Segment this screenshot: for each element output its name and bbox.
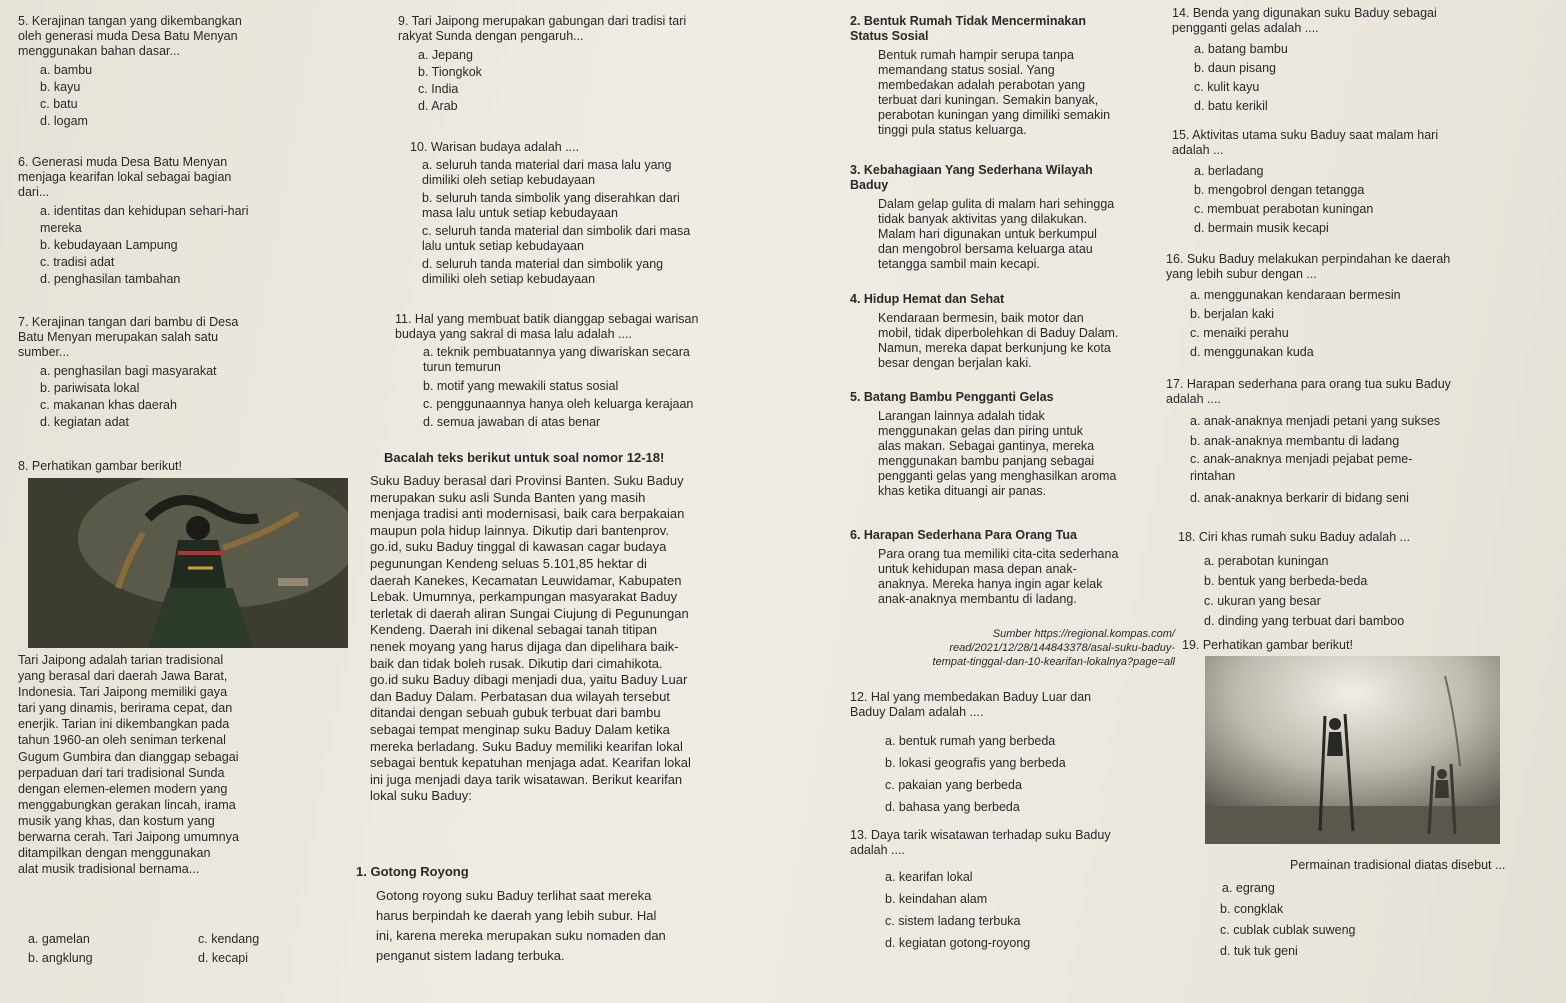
option[interactable]: d. semua jawaban di atas benar bbox=[423, 415, 601, 429]
question-15-stem: 15. Aktivitas utama suku Baduy saat malam hari adalah ... bbox=[1172, 128, 1439, 157]
option[interactable]: c. India bbox=[418, 82, 459, 96]
option[interactable]: a. teknik pembuatannya yang diwariskan secara turun temurun bbox=[423, 345, 690, 374]
question-9-stem: 9. Tari Jaipong merupakan gabungan dari tradisi tari rakyat Sunda dengan pengaruh... bbox=[398, 14, 687, 43]
question-12-stem: 12. Hal yang membedakan Baduy Luar dan Baduy Dalam adalah .... bbox=[850, 690, 1092, 719]
option[interactable]: b. anak-anaknya membantu di ladang bbox=[1190, 434, 1400, 448]
option[interactable]: a. bambu bbox=[40, 63, 93, 77]
option[interactable]: c. tradisi adat bbox=[40, 255, 115, 269]
source-citation: Sumber https://regional.kompas.com/ read/2021/12/28/144843378/asal-suku-baduy- tempat-tinggal-dan-10-kearifan-lokalnya?page=all bbox=[932, 628, 1175, 668]
option[interactable]: a. identitas dan kehidupan sehari-hari mereka bbox=[40, 204, 249, 235]
option[interactable]: d. kegiatan gotong-royong bbox=[885, 936, 1031, 950]
option[interactable]: c. seluruh tanda material dan simbolik dari masa lalu untuk setiap kebudayaan bbox=[422, 224, 691, 253]
section-text: Para orang tua memiliki cita-cita sederhana untuk kehidupan masa depan anak- anaknya. Mereka hanya ingin agar kelak anak-anaknya membantu di ladang. bbox=[878, 547, 1119, 606]
question-12 bbox=[850, 690, 1170, 818]
section-hidup-hemat bbox=[850, 292, 1170, 371]
question-19-caption: Permainan tradisional diatas disebut ... bbox=[1290, 858, 1506, 872]
question-14 bbox=[1172, 6, 1562, 116]
jaipong-description: Tari Jaipong adalah tarian tradisional yang berasal dari daerah Jawa Barat, Indonesia. Tari Jaipong memiliki gaya tari yang dinamis, berirama cepat, dan enerjik. Tarian ini dikembangkan pada tahun 1960-an oleh seniman terkenal Gugum Gumbira dan dianggap sebagai perpaduan dari tari tradisional Sunda dengan elemen-elemen modern yang menggabungkan gerakan lincah, irama musik yang khas, dan kostum yang berwarna cerah. Tari Jaipong umumnya ditampilkan dengan menggunakan alat musik tradisional bernama... bbox=[18, 653, 239, 877]
question-16-options bbox=[1190, 286, 1562, 362]
column-4 bbox=[1160, 0, 1566, 1003]
option[interactable]: b. mengobrol dengan tetangga bbox=[1194, 183, 1365, 197]
option[interactable]: b. keindahan alam bbox=[885, 892, 988, 906]
option[interactable]: c. kulit kayu bbox=[1194, 80, 1260, 94]
option[interactable]: d. logam bbox=[40, 114, 88, 128]
question-13-stem: 13. Daya tarik wisatawan terhadap suku Baduy adalah .... bbox=[850, 828, 1111, 857]
question-16-stem: 16. Suku Baduy melakukan perpindahan ke daerah yang lebih subur dengan ... bbox=[1166, 252, 1451, 281]
option[interactable]: d. kegiatan adat bbox=[40, 415, 129, 429]
option[interactable]: a. perabotan kuningan bbox=[1204, 554, 1329, 568]
section-text: Bentuk rumah hampir serupa tanpa memandang status sosial. Yang membedakan adalah perabotan yang terbuat dari kuningan. Semakin banyak, perabotan kuningan yang dimiliki semakin tinggi pula status keluarga. bbox=[878, 48, 1111, 137]
question-9-options bbox=[418, 47, 818, 115]
option[interactable]: c. makanan khas daerah bbox=[40, 398, 177, 412]
option[interactable]: d. batu kerikil bbox=[1194, 99, 1268, 113]
baduy-passage: Suku Baduy berasal dari Provinsi Banten. Suku Baduy merupakan suku asli Sunda Banten yang masih menjaga tradisi anti modernisasi, baik cara berpakaian maupun pola hidup lainnya. Dikutip dari bantenprov. go.id, suku Baduy tinggal di kawasan cagar budaya pegunungan Kendeng seluas 5.101,85 hektar di daerah Kanekes, Kecamatan Leuwidamar, Kabupaten Lebak. Umumnya, perkampungan masyarakat Baduy terletak di daerah aliran Sungai Ciujung di Pegunungan Kendeng. Daerah ini dikenal sebagai tanah titipan nenek moyang yang harus dijaga dan dipelihara baik- baik dan tidak boleh rusak. Dikutip dari cimahikota. go.id suku Baduy dibagi menjadi dua, yaitu Baduy Luar dan Baduy Dalam. Perbatasan dua wilayah tersebut ditandai dengan sebuah gubuk terbuat dari bambu sebagai tempat menginap suku Baduy Dalam ketika mereka berladang. Suku Baduy memiliki kearifan lokal sebagai bentuk kepatuhan menjaga adat. Kearifan lokal ini juga menjadi daya tarik wisatawan. Berikut kearifan lokal suku Baduy: bbox=[370, 473, 691, 804]
column-2 bbox=[340, 0, 810, 1003]
section-title: 6. Harapan Sederhana Para Orang Tua bbox=[850, 528, 1077, 542]
option[interactable]: b. angklung bbox=[28, 951, 93, 965]
jaipong-dancer-illustration bbox=[28, 478, 348, 648]
question-10 bbox=[410, 140, 820, 287]
option[interactable]: b. seluruh tanda simbolik yang diserahkan dari masa lalu untuk setiap kebudayaan bbox=[422, 191, 680, 220]
option[interactable]: c. anak-anaknya menjadi pejabat peme- rintahan bbox=[1190, 452, 1413, 483]
question-17 bbox=[1166, 377, 1562, 508]
question-8-stem: 8. Perhatikan gambar berikut! bbox=[18, 459, 182, 473]
question-7-options bbox=[40, 363, 388, 431]
question-13 bbox=[850, 828, 1170, 954]
section-title: 4. Hidup Hemat dan Sehat bbox=[850, 292, 1005, 306]
reading-instruction: Bacalah teks berikut untuk soal nomor 12-18! bbox=[384, 450, 665, 465]
option[interactable]: a. egrang bbox=[1222, 881, 1275, 895]
question-5-stem: 5. Kerajinan tangan yang dikembangkan oleh generasi muda Desa Batu Menyan menggunakan bahan dasar... bbox=[18, 14, 242, 58]
option[interactable]: b. congklak bbox=[1220, 902, 1284, 916]
question-7-stem: 7. Kerajinan tangan dari bambu di Desa Batu Menyan merupakan salah satu sumber... bbox=[18, 315, 239, 359]
question-15 bbox=[1172, 128, 1562, 238]
question-10-stem: 10. Warisan budaya adalah .... bbox=[410, 140, 580, 154]
option[interactable]: d. Arab bbox=[418, 99, 458, 113]
section-kebahagiaan bbox=[850, 163, 1170, 272]
option[interactable]: b. daun pisang bbox=[1194, 61, 1277, 75]
column-3 bbox=[845, 0, 1175, 1003]
question-16 bbox=[1166, 252, 1562, 362]
option[interactable]: b. Tiongkok bbox=[418, 65, 482, 79]
question-5 bbox=[18, 14, 388, 130]
question-6 bbox=[18, 155, 388, 288]
question-13-options bbox=[885, 866, 1170, 954]
option[interactable]: a. menggunakan kendaraan bermesin bbox=[1190, 288, 1401, 302]
question-19-stem: 19. Perhatikan gambar berikut! bbox=[1182, 638, 1353, 652]
option[interactable]: d. tuk tuk geni bbox=[1220, 944, 1298, 958]
question-17-options bbox=[1190, 411, 1562, 508]
question-18-stem: 18. Ciri khas rumah suku Baduy adalah ... bbox=[1178, 530, 1411, 544]
question-15-options bbox=[1194, 162, 1562, 238]
section-title: 2. Bentuk Rumah Tidak Mencerminakan Status Sosial bbox=[850, 14, 1086, 43]
option[interactable]: b. lokasi geografis yang berbeda bbox=[885, 756, 1066, 770]
section-bentuk-rumah bbox=[850, 14, 1170, 138]
section-title: 1. Gotong Royong bbox=[356, 864, 469, 879]
option[interactable]: d. bermain musik kecapi bbox=[1194, 221, 1329, 235]
question-17-stem: 17. Harapan sederhana para orang tua suku Baduy adalah .... bbox=[1166, 377, 1451, 406]
question-7 bbox=[18, 315, 388, 431]
option[interactable]: d. dinding yang terbuat dari bamboo bbox=[1204, 614, 1405, 628]
column-1 bbox=[0, 0, 380, 1003]
question-10-options bbox=[422, 158, 820, 287]
question-14-stem: 14. Benda yang digunakan suku Baduy sebagai pengganti gelas adalah .... bbox=[1172, 6, 1437, 35]
option[interactable]: b. kebudayaan Lampung bbox=[40, 238, 178, 252]
question-18 bbox=[1178, 530, 1566, 631]
option[interactable]: d. anak-anaknya berkarir di bidang seni bbox=[1190, 491, 1409, 505]
option[interactable]: a. anak-anaknya menjadi petani yang sukses bbox=[1190, 414, 1441, 428]
option[interactable]: d. seluruh tanda material dan simbolik yang dimiliki oleh setiap kebudayaan bbox=[422, 257, 664, 286]
question-6-options bbox=[40, 203, 388, 288]
question-14-options bbox=[1194, 40, 1562, 116]
option[interactable]: c. kendang bbox=[198, 932, 260, 946]
question-19-options bbox=[1220, 878, 1560, 962]
option[interactable]: c. cublak cublak suweng bbox=[1220, 923, 1356, 937]
option[interactable]: d. penghasilan tambahan bbox=[40, 272, 181, 286]
section-batang-bambu bbox=[850, 390, 1170, 499]
section-text: Kendaraan bermesin, baik motor dan mobil, tidak diperbolehkan di Baduy Dalam. Namun, mereka dapat berkunjung ke kota besar dengan berjalan kaki. bbox=[878, 311, 1119, 370]
option[interactable]: b. berjalan kaki bbox=[1190, 307, 1275, 321]
option[interactable]: b. pariwisata lokal bbox=[40, 381, 140, 395]
option[interactable]: d. bahasa yang berbeda bbox=[885, 800, 1020, 814]
section-gotong-royong bbox=[356, 864, 796, 966]
option[interactable]: a. Jepang bbox=[418, 48, 473, 62]
option[interactable]: d. kecapi bbox=[198, 951, 249, 965]
option[interactable]: a. gamelan bbox=[28, 932, 90, 946]
question-11 bbox=[395, 312, 815, 431]
option[interactable]: c. batu bbox=[40, 97, 78, 111]
option[interactable]: a. bentuk rumah yang berbeda bbox=[885, 734, 1056, 748]
question-11-options bbox=[423, 345, 815, 431]
option[interactable]: a. seluruh tanda material dari masa lalu yang dimiliki oleh setiap kebudayaan bbox=[422, 158, 672, 187]
option[interactable]: a. kearifan lokal bbox=[885, 870, 973, 884]
option[interactable]: a. batang bambu bbox=[1194, 42, 1288, 56]
section-text: Gotong royong suku Baduy terlihat saat mereka harus berpindah ke daerah yang lebih subur. Hal ini, karena mereka merupakan suku nomaden dan penganut sistem ladang terbuka. bbox=[376, 888, 666, 963]
section-title: 5. Batang Bambu Pengganti Gelas bbox=[850, 390, 1054, 404]
section-text: Larangan lainnya adalah tidak menggunakan gelas dan piring untuk alas makan. Sebagai gantinya, mereka menggunakan bambu panjang sebagai pengganti gelas yang menghasilkan aroma khas ketika dituangi air panas. bbox=[878, 409, 1117, 498]
option[interactable]: c. sistem ladang terbuka bbox=[885, 914, 1021, 928]
option[interactable]: b. bentuk yang berbeda-beda bbox=[1204, 574, 1368, 588]
option[interactable]: c. menaiki perahu bbox=[1190, 326, 1289, 340]
question-8 bbox=[18, 459, 348, 474]
option[interactable]: c. pakaian yang berbeda bbox=[885, 778, 1022, 792]
option[interactable]: c. penggunaannya hanya oleh keluarga kerajaan bbox=[423, 397, 694, 411]
question-11-stem: 11. Hal yang membuat batik dianggap sebagai warisan budaya yang sakral di masa lalu adalah .... bbox=[395, 312, 699, 341]
section-harapan bbox=[850, 528, 1170, 607]
option[interactable]: c. membuat perabotan kuningan bbox=[1194, 202, 1374, 216]
option[interactable]: d. menggunakan kuda bbox=[1190, 345, 1314, 359]
question-5-options bbox=[40, 62, 388, 130]
question-6-stem: 6. Generasi muda Desa Batu Menyan menjaga kearifan lokal sebagai bagian dari... bbox=[18, 155, 232, 199]
option[interactable]: a. penghasilan bagi masyarakat bbox=[40, 364, 217, 378]
question-19 bbox=[1182, 638, 1562, 653]
option[interactable]: b. kayu bbox=[40, 80, 81, 94]
question-9 bbox=[398, 14, 818, 115]
egrang-children-photo bbox=[1205, 656, 1500, 844]
question-18-options bbox=[1204, 551, 1566, 631]
section-title: 3. Kebahagiaan Yang Sederhana Wilayah Baduy bbox=[850, 163, 1093, 192]
option[interactable]: c. ukuran yang besar bbox=[1204, 594, 1321, 608]
section-text: Dalam gelap gulita di malam hari sehingga tidak banyak aktivitas yang dilakukan. Malam hari digunakan untuk berkumpul dan mengobrol bersama keluarga atau tetangga sambil main kecapi. bbox=[878, 197, 1115, 271]
option[interactable]: a. berladang bbox=[1194, 164, 1264, 178]
egrang-illustration bbox=[1205, 656, 1500, 844]
jaipong-dancer-photo bbox=[28, 478, 348, 648]
option[interactable]: b. motif yang mewakili status sosial bbox=[423, 379, 619, 393]
question-12-options bbox=[885, 730, 1170, 818]
